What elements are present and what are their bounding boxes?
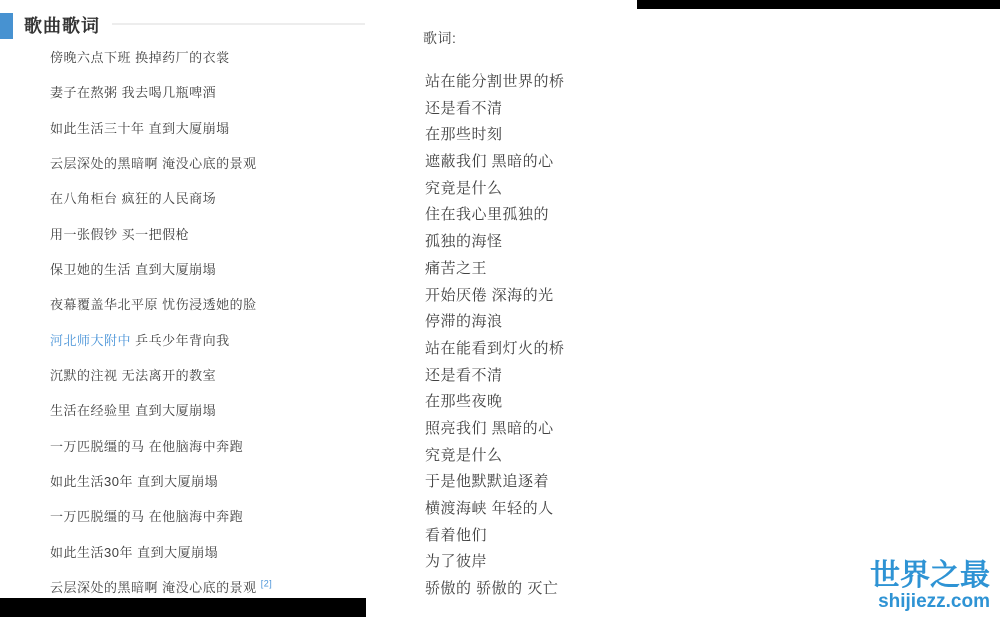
section-accent-marker [0,13,13,39]
lyric-line: 如此生活30年 直到大厦崩塌 [50,474,219,490]
watermark-title: 世界之最 [870,559,990,592]
right-lyrics-list [425,69,745,603]
lyric-line: 横渡海峡 年轻的人 [425,500,554,517]
lyric-line: 在八角柜台 疯狂的人民商场 [50,191,217,207]
lyric-line: 看着他们 [425,526,488,544]
lyric-line: 究竟是什么 [425,179,503,197]
lyric-line: 骄傲的 骄傲的 灭亡 [425,580,559,598]
lyric-line: 傍晚六点下班 换掉药厂的衣裳 [50,50,230,65]
left-lyrics-list [50,40,380,606]
lyric-line: 云层深处的黑暗啊 淹没心底的景观 [2] [50,578,273,596]
lyric-line: 如此生活三十年 直到大厦崩塌 [50,120,230,136]
lyric-line: 在那些时刻 [425,126,503,144]
lyric-line: 还是看不清 [425,99,503,117]
lyric-line: 站在能分割世界的桥 [425,73,565,90]
lyric-line: 生活在经验里 直到大厦崩塌 [50,403,217,419]
lyric-line: 究竟是什么 [425,446,503,464]
lyric-line: 用一张假钞 买一把假枪 [50,226,190,242]
lyric-line: 保卫她的生活 直到大厦崩塌 [50,262,217,278]
lyric-line: 为了彼岸 [425,553,488,571]
lyric-line: 痛苦之王 [425,259,488,277]
lyric-line: 遮蔽我们 黑暗的心 [425,153,554,171]
lyric-line: 一万匹脱缰的马 在他脑海中奔跑 [50,509,244,525]
lyric-line: 照亮我们 黑暗的心 [425,419,554,437]
lyric-line: 住在我心里孤独的 [425,206,550,224]
lyric-line: 还是看不清 [425,366,503,384]
lyric-line: 河北师大附中 乒乓少年背向我 [50,332,230,348]
lyric-line: 开始厌倦 深海的光 [425,286,554,304]
entity-link[interactable]: 河北师大附中 [50,332,132,348]
lyric-line: 停滞的海浪 [425,313,503,331]
top-black-bar [637,0,1000,9]
lyric-line: 夜幕覆盖华北平原 忧伤浸透她的脸 [50,297,257,313]
header-divider [112,23,365,25]
lyric-line: 如此生活30年 直到大厦崩塌 [50,544,219,560]
watermark [870,560,990,612]
lyrics-label: 歌词: [423,30,457,46]
lyric-line: 云层深处的黑暗啊 淹没心底的景观 [50,156,257,172]
reference-link[interactable]: [2] [260,578,273,589]
lyric-line: 沉默的注视 无法离开的教室 [50,368,217,384]
section-title: 歌曲歌词 [24,16,100,36]
lyric-line: 孤独的海怪 [425,233,503,251]
watermark-domain: shijiezz.com [878,591,990,612]
lyric-line: 妻子在熬粥 我去喝几瓶啤酒 [50,85,217,101]
lyric-line: 站在能看到灯火的桥 [425,339,565,357]
lyric-line: 在那些夜晚 [425,393,503,411]
lyric-line: 于是他默默追逐着 [425,473,550,491]
section-header [0,12,365,40]
lyric-line: 一万匹脱缰的马 在他脑海中奔跑 [50,438,244,454]
